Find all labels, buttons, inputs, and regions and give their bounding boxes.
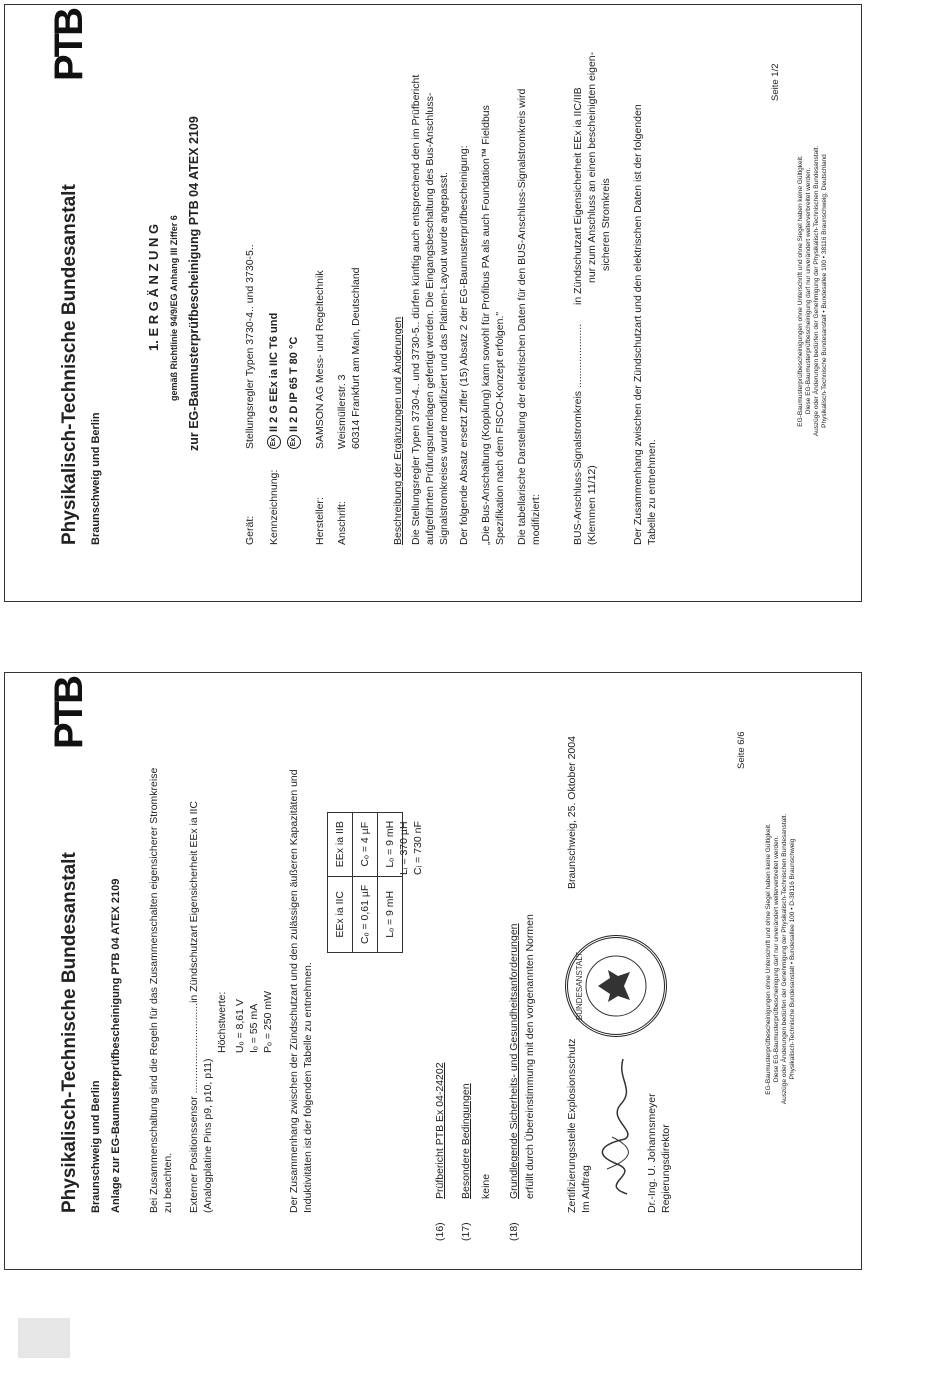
page-corner-marker [18,1318,70,1358]
table-header-iib: EEx ia IIB [328,812,353,876]
changes-p2: Der folgende Absatz ersetzt Ziffer (15) Absatz 2 der EG-Baumusterprüfbescheinigung: [458,145,470,545]
bus-value-line1: in Zündschutzart Eigensicherheit EEx ia IIC/IIB [572,87,584,305]
signature-icon [587,1049,647,1199]
ex-symbol-icon: Ex [267,435,281,449]
changes-p1-line2: aufgeführten Prüfungsunterlagen gefertigt werden. Die Eingangsbeschaltung des Bus-Anschluss- [424,92,436,545]
changes-p4-line2: modifiziert: [530,494,542,545]
certificate-page-6 [4,672,862,1270]
address-label: Anschrift: [336,501,348,545]
item17-number: (17) [460,1222,472,1241]
changes-p3-line1: „Die Bus-Anschaltung (Kopplung) kann sowohl für Profibus PA als auch Foundation™ Fieldbus [480,105,492,545]
ptb-logo: PTB [47,678,91,749]
annex-title: Anlage zur EG-Baumusterprüfbescheinigung PTB 04 ATEX 2109 [110,878,122,1213]
changes-p1-line3: Signalstromkreises wurde modifiziert und das Platinen-Layout wurde angepasst. [438,172,450,545]
certificate-title: zur EG-Baumusterprüfbescheinigung PTB 04 ATEX 2109 [187,116,201,451]
rules-line1: Bei Zusammenschaltung sind die Regeln für das Zusammenschalten eigensicherer Stromkreise [148,767,160,1213]
relation-line1: Der Zusammenhang zwischen der Zündschutzart und den zulässigen äußeren Kapazitäten und [288,769,300,1213]
address-line-2: 60314 Frankfurt am Main, Deutschland [350,267,362,449]
manufacturer-label: Hersteller: [314,497,326,545]
po-value: Pₒ = 250 mW [262,990,274,1053]
manufacturer-value: SAMSON AG Mess- und Regeltechnik [314,270,326,449]
marking-label: Kennzeichnung: [268,469,280,545]
sensor-line1: Externer Positionssensor ...............................in Zündschutzart Eigensicherheit EEx ia IIC [188,800,200,1213]
institution-location: Braunschweig und Berlin [90,1080,102,1213]
svg-text:BUNDESANSTALT: BUNDESANSTALT [575,951,584,1021]
page-number: Seite 1/2 [770,63,781,101]
bus-value-line2: nur zum Anschluss an einen bescheinigten eigen- [586,51,598,283]
item16-text: Prüfbericht PTB Ex 04-24202 [434,1062,446,1199]
directive-subheading: gemäß Richtlinie 94/9/EG Anhang III Ziffer 6 [169,215,179,401]
item18-value: erfüllt durch Übereinstimmung mit den vorgenannten Normen [524,914,536,1199]
ex-symbol-icon: Ex [287,435,301,449]
bus-value-line3: sicheren Stromkreis [600,178,612,271]
signer-name: Dr.-Ing. U. Johannsmeyer [646,1093,658,1213]
device-value: Stellungsregler Typen 3730-4.. und 3730-5.. [244,244,256,449]
cert-office-line2: Im Auftrag [580,1165,592,1213]
uo-value: Uₒ = 8,61 V [234,999,246,1053]
device-label: Gerät: [244,515,256,545]
marking-line-2: ExII 2 D IP 65 T 80 °C [287,337,301,449]
signer-title: Regierungsdirektor [660,1124,672,1213]
cert-office-line1: Zertifizierungsstelle Explosionsschutz [566,1038,578,1213]
rules-line2: zu beachten. [162,1152,174,1213]
table-cell: Lₒ = 9 mH [378,876,403,952]
bus-label-line1: BUS-Anschluss-Signalstromkreis ...................... [572,323,584,545]
table-cell: Cₒ = 4 µF [353,812,378,876]
changes-p4-line1: Die tabellarische Darstellung der elektrischen Daten für den BUS-Anschluss-Signalstromkreis wird [516,88,528,545]
li-value: Lᵢ = 370 µH [398,821,410,875]
address-line-1: Weismüllerstr. 3 [336,374,348,449]
official-seal-icon [565,935,667,1037]
item17-value: keine [480,1173,492,1199]
item16-number: (16) [434,1222,446,1241]
page-6-content [5,673,861,1269]
io-value: Iₒ = 55 mA [248,1003,260,1053]
institution-name: Physikalisch-Technische Bundesanstalt [59,852,80,1213]
page-1-content [5,5,861,601]
table-cell: Lₒ = 9 mH [378,812,403,876]
bus-label-line2: (Klemmen 11/12) [586,465,598,545]
table-row [353,812,378,952]
table-header-iic: EEx ia IIC [328,876,353,952]
page-footer: EG-Baumusterprüfbescheinigungen ohne Unterschrift und ohne Siegel haben keine Gültigkeit. Diese EG-Baumusterprüfbescheinigung darf nur unverändert weiterverbreitet werden. Auszüge oder Änderungen bedürfen der Genehmigung der Physikalisch-Technischen Bundesanstalt. Physikalisch-Technische Bundesanstalt • Bundesallee 100 • D-38116 Braunschweig [765,813,796,1105]
relation-line2: Tabelle zu entnehmen. [646,439,658,545]
ci-value: Cᵢ = 730 nF [412,821,424,875]
table-cell: Cₒ = 0,61 µF [353,876,378,952]
capacitance-inductance-table [327,812,403,953]
item17-text: Besondere Bedingungen [460,1083,472,1199]
relation-line2: Induktivitäten ist der folgenden Tabelle zu entnehmen. [302,962,314,1213]
page-footer: EG-Baumusterprüfbescheinigungen ohne Unterschrift und ohne Siegel haben keine Gültigkeit. Diese EG-Baumusterprüfbescheinigung darf nur unverändert weiterverbreitet werden. Auszüge oder Änderungen bedürfen der Genehmigung der Physikalisch-Technischen Bundesanstalt. Physikalisch-Technische Bundesanstalt • Bundesallee 100 • 38116 Braunschweig, Deutschland [797,145,828,437]
relation-line1: Der Zusammenhang zwischen der Zündschutzart und den elektrischen Daten ist der folgenden [632,104,644,545]
table-header-row [328,812,353,952]
page-number: Seite 6/6 [736,731,747,769]
ptb-logo: PTB [47,10,91,81]
institution-name: Physikalisch-Technische Bundesanstalt [59,184,80,545]
sensor-line2: (Analogplatine Pins p9, p10, p11) [202,1058,214,1213]
institution-location: Braunschweig und Berlin [90,412,102,545]
date-place: Braunschweig, 25. Oktober 2004 [566,736,578,889]
changes-p3-line2: Spezifikation nach dem FISCO-Konzept erfolgen." [494,311,506,545]
changes-p1-line1: Die Stellungsregler Typen 3730-4.. und 3730-5.. dürfen künftig auch entsprechend den im Prüfbericht [410,74,422,545]
supplement-heading: 1. E R G Ä N Z U N G [146,223,161,351]
changes-heading: Beschreibung der Ergänzungen und Änderungen [392,316,404,545]
max-values-label: Höchstwerte: [216,991,228,1053]
certificate-page-1 [4,4,862,602]
item18-text: Grundlegende Sicherheits- und Gesundheitsanforderungen [508,923,520,1199]
item18-number: (18) [508,1222,520,1241]
marking-line-1: ExII 2 G EEx ia IIC T6 und [267,313,281,449]
